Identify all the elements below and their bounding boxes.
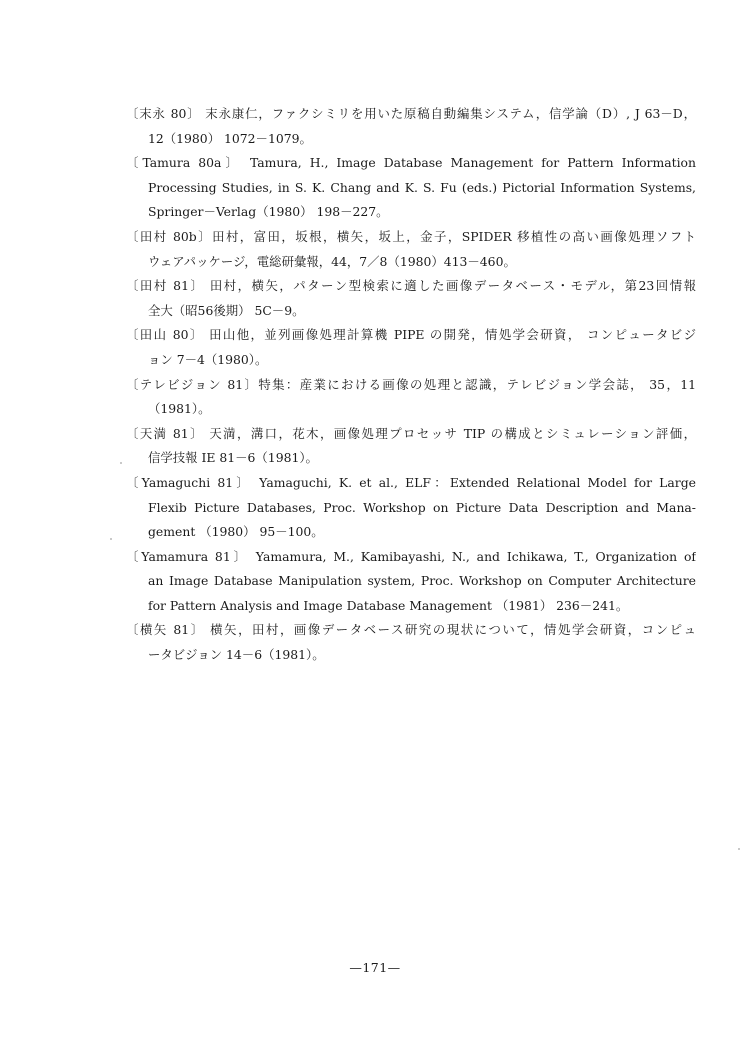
reference-entry: [126, 422, 696, 471]
reference-entry: [126, 373, 696, 422]
reference-entry: [126, 225, 696, 274]
reference-line: Processing Studies, in S. K. Chang and K. S. Fu (eds.) Pictorial Information Systems,: [148, 179, 696, 195]
reference-entry: [126, 618, 696, 667]
reference-line: 〔テレビジョン 81〕特集：産業における画像の処理と認識，テレビジョン学会誌， 35，11: [126, 376, 696, 392]
reference-entry: [126, 102, 696, 151]
reference-line: ョン 7－4（1980）。: [148, 351, 268, 367]
scan-speck: [738, 848, 740, 850]
reference-line: 〔天満 81〕 天満，溝口，花木，画像処理プロセッサ TIP の構成とシミュレーション評価，: [126, 425, 696, 441]
reference-entry: [126, 274, 696, 323]
reference-line: 〔田村 80b〕田村，富田，坂根，横矢，坂上，金子，SPIDER 移植性の高い画像処理ソフト: [126, 228, 696, 244]
reference-entry: [126, 471, 696, 545]
reference-line: Springer－Verlag（1980） 198－227。: [148, 204, 389, 220]
reference-list: [126, 102, 696, 668]
reference-line: （1981）。: [148, 401, 211, 417]
reference-line: an Image Database Manipulation system, Proc. Workshop on Computer Architecture: [148, 573, 696, 589]
reference-line: ータビジョン 14－6（1981）。: [148, 647, 325, 663]
reference-line: 〔田村 81〕 田村，横矢，パターン型検索に適した画像データベース・モデル，第23回情報: [126, 278, 696, 294]
scan-speck: [120, 462, 122, 464]
reference-line: 〔横矢 81〕 横矢，田村，画像データベース研究の現状について，情処学会研資，コンピュ: [126, 622, 696, 638]
reference-line: Flexib Picture Databases, Proc. Workshop on Picture Data Description and Mana-: [148, 499, 696, 515]
reference-line: 〔Tamura 80a〕 Tamura, H., Image Database Management for Pattern Information: [126, 155, 696, 171]
reference-entry: [126, 545, 696, 619]
reference-line: 信学技報 IE 81－6（1981）。: [148, 450, 318, 466]
reference-line: 12（1980） 1072－1079。: [148, 130, 312, 146]
reference-line: for Pattern Analysis and Image Database Management （1981） 236－241。: [148, 597, 629, 613]
reference-line: ウェアパッケージ，電総研彙報，44，7／8（1980）413－460。: [148, 253, 516, 269]
reference-line: 〔末永 80〕 末永康仁，ファクシミリを用いた原稿自動編集システム，信学論（D）, J 63－D，: [126, 106, 696, 121]
reference-entry: [126, 151, 696, 225]
scan-speck: [110, 538, 112, 540]
reference-entry: [126, 323, 696, 372]
reference-line: 〔Yamaguchi 81〕 Yamaguchi, K. et al., ELF：Extended Relational Model for Large: [126, 474, 696, 490]
reference-line: 全大（昭56後期） 5C－9。: [148, 302, 305, 318]
reference-line: gement （1980） 95－100。: [148, 524, 324, 540]
reference-line: 〔Yamamura 81〕 Yamamura, M., Kamibayashi, N., and Ichikawa, T., Organization of: [126, 548, 696, 564]
page-number: —171—: [349, 960, 401, 975]
reference-line: 〔田山 80〕 田山他，並列画像処理計算機 PIPE の開発，情処学会研資， コンピュータビジ: [126, 327, 696, 343]
